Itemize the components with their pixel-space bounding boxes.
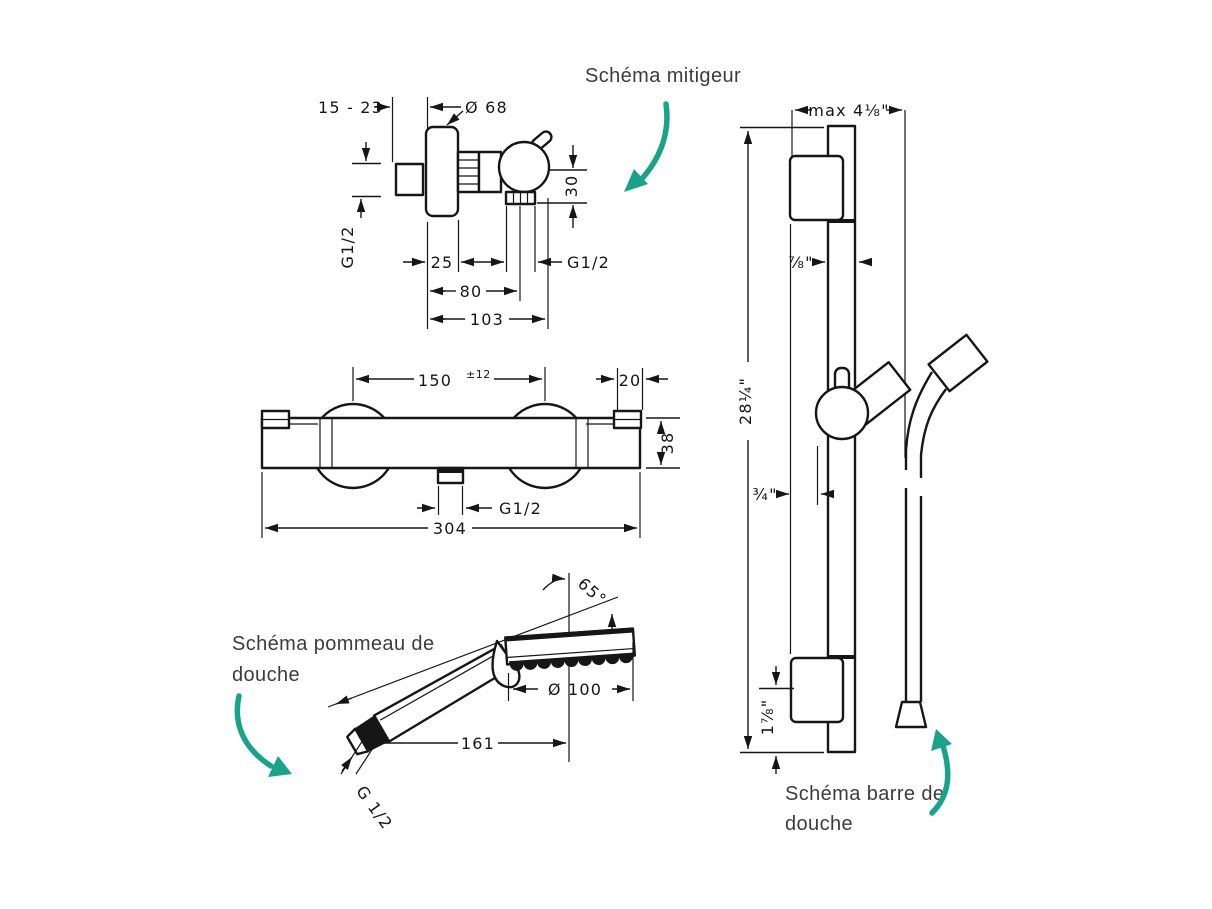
thermostat-schematic: [262, 367, 680, 538]
dim-mixer-plate-depth: 25: [430, 253, 454, 272]
dim-bar-max-reach: max 4⅛": [808, 101, 890, 120]
hose-right-edge: [921, 389, 946, 478]
dim-thermostat-end-clearance: 20: [618, 371, 642, 390]
dim-bar-wall-clearance: ¾": [752, 485, 778, 504]
hose-end-cone: [896, 702, 926, 727]
dim-thermostat-hose-centers: 150: [418, 371, 453, 390]
dim-handshower-head-diameter: Ø 100: [547, 680, 603, 699]
dim-mixer-outlet-drop: 30: [562, 174, 581, 198]
showerbar-schematic: [736, 101, 987, 774]
handshower-label-line2: douche: [232, 664, 301, 686]
handshower-schematic: [328, 573, 635, 833]
dim-mixer-inlet-thread: G1/2: [338, 225, 357, 269]
hose-connector: [929, 335, 988, 391]
dim-thermostat-centers-tolerance: ±12: [466, 368, 491, 381]
dim-handshower-inlet-thread: G 1/2: [352, 782, 397, 834]
bar-bottom-bracket: [791, 658, 843, 722]
bar-label-line2: douche: [785, 813, 854, 835]
dim-handshower-spray-angle: 65°: [574, 573, 611, 610]
dim-mixer-escutcheon-diameter: Ø 68: [465, 98, 508, 117]
mixer-valve-body: [479, 152, 501, 192]
thermostat-body: [262, 418, 640, 468]
handshower-head: [505, 629, 635, 672]
mixer-thread-coupling: [458, 152, 479, 192]
mixer-handle-knob: [499, 142, 549, 192]
mixer-supply-connector: [396, 164, 423, 195]
dim-mixer-wall-distance: 15 - 23: [318, 98, 384, 117]
bar-label-line1: Schéma barre de: [785, 783, 945, 805]
dim-mixer-outlet-thread: G1/2: [567, 253, 610, 272]
dim-handshower-length: 161: [460, 734, 496, 753]
mixer-schematic: [318, 97, 610, 329]
dim-thermostat-outlet-thread: G1/2: [499, 499, 542, 518]
handshower-callout-arrow: [237, 696, 292, 777]
mixer-wall-plate: [426, 127, 458, 216]
dim-thermostat-overall-width: 304: [432, 519, 468, 538]
dim-bar-end-distance: 1⅞": [758, 698, 777, 736]
bar-top-bracket: [790, 156, 843, 220]
dim-bar-overall-length: 28¼": [736, 376, 755, 426]
bar-slider-knob: [816, 387, 868, 439]
mixer-callout-arrow: [624, 104, 667, 192]
dim-bar-width: ⅞": [788, 253, 814, 272]
handshower-label-line1: Schéma pommeau de: [232, 633, 435, 655]
dim-mixer-overall-depth: 103: [469, 310, 505, 329]
dim-mixer-axis-to-outlet: 80: [459, 282, 483, 301]
dim-thermostat-body-height: 38: [658, 431, 677, 455]
mixer-label: Schéma mitigeur: [585, 65, 742, 87]
